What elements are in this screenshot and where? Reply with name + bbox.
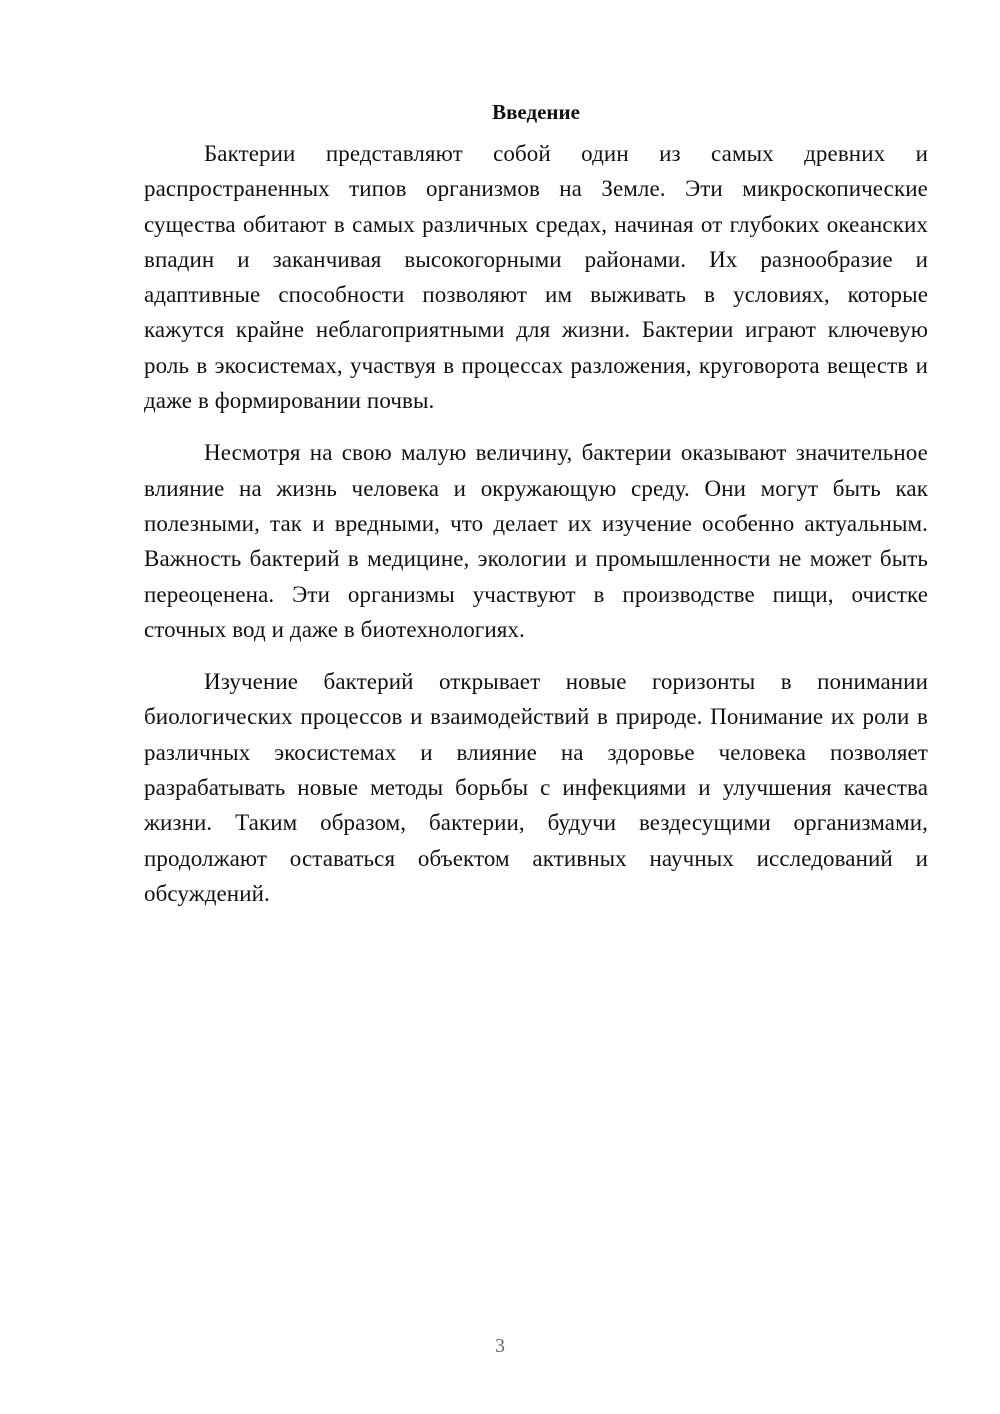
page-content xyxy=(144,98,928,928)
paragraph-3: Изучение бактерий открывает новые горизонты в понимании биологических процессов и взаимодействий в природе. Понимание их роли в различных экосистемах и влияние на здоровье человека позволяет разрабатывать новые методы борьбы с инфекциями и улучшения качества жизни. Таким образом, бактерии, будучи вездесущими организмами, продолжают оставаться объектом активных научных исследований и обсуждений. xyxy=(144,669,928,906)
paragraph-1: Бактерии представляют собой один из самых древних и распространенных типов организмов на Земле. Эти микроскопические существа обитают в самых различных средах, начиная от глубоких океанских впадин и заканчивая высокогорными районами. Их разнообразие и адаптивные способности позволяют им выживать в условиях, которые кажутся крайне неблагоприятными для жизни. Бактерии играют ключевую роль в экосистемах, участвуя в процессах разложения, круговорота веществ и даже в формировании почвы. xyxy=(144,141,928,414)
paragraph-2: Несмотря на свою малую величину, бактерии оказывают значительное влияние на жизнь человека и окружающую среду. Они могут быть как полезными, так и вредными, что делает их изучение особенно актуальным. Важность бактерий в медицине, экологии и промышленности не может быть переоценена. Эти организмы участвуют в производстве пищи, очистке сточных вод и даже в биотехнологиях. xyxy=(144,440,928,642)
section-heading: Введение xyxy=(492,100,580,124)
page-number: 3 xyxy=(495,1335,505,1357)
